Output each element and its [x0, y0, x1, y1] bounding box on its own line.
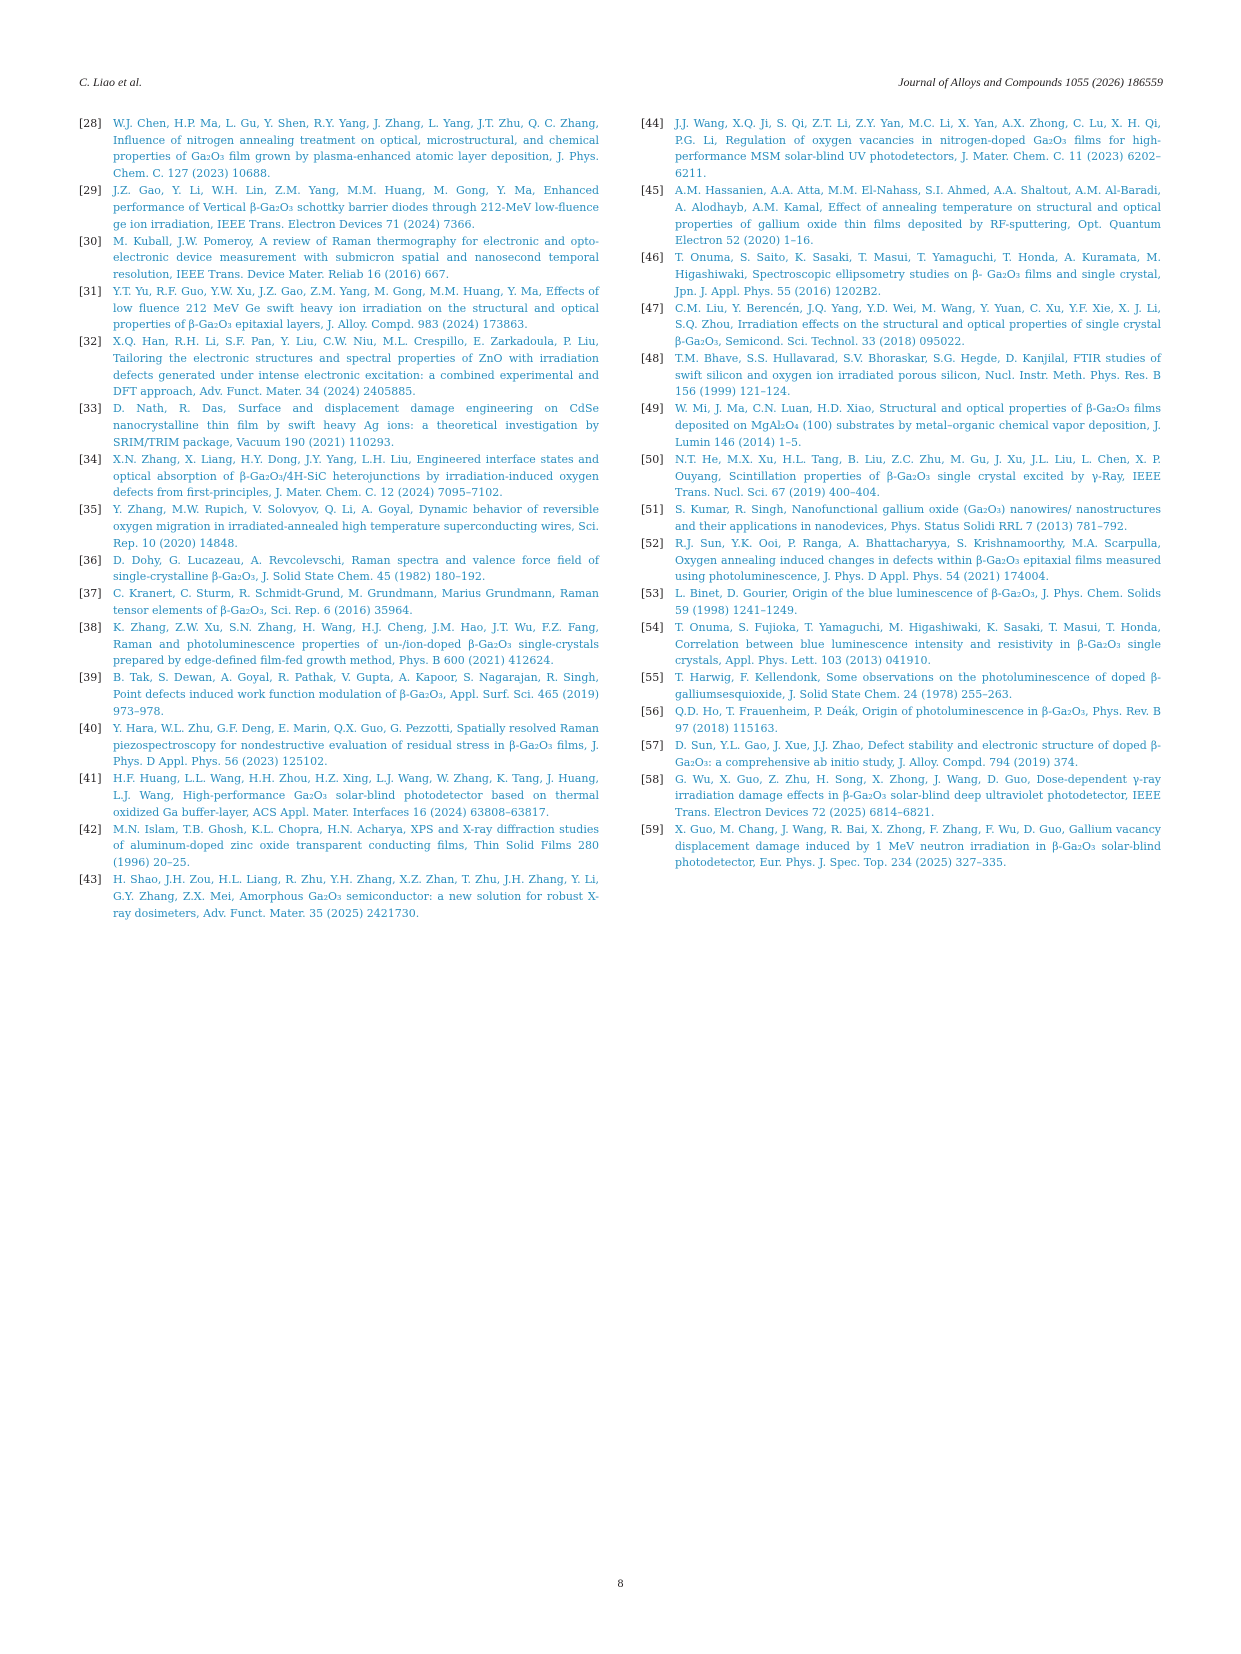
running-header-journal: Journal of Alloys and Compounds 1055 (2026) 186559 [898, 75, 1163, 89]
reference-number: [53] [641, 587, 664, 601]
reference-number: [51] [641, 503, 664, 517]
reference-item [641, 586, 1161, 619]
reference-item [641, 452, 1161, 502]
reference-item [641, 822, 1161, 872]
reference-item [641, 738, 1161, 771]
reference-link[interactable]: X. Guo, M. Chang, J. Wang, R. Bai, X. Zhong, F. Zhang, F. Wu, D. Guo, Gallium vacancy displacement damage induced by 1 MeV neutron irradiation in β-Ga₂O₃ solar-blind photodetector, Eur. Phys. J. Spec. Top. 234 (2025) 327–335. [675, 822, 1161, 870]
reference-link[interactable]: T. Harwig, F. Kellendonk, Some observations on the photoluminescence of doped β-galliumsesquioxide, J. Solid State Chem. 24 (1978) 255–263. [675, 671, 1161, 702]
reference-item [79, 620, 599, 670]
reference-link[interactable]: X.Q. Han, R.H. Li, S.F. Pan, Y. Liu, C.W. Niu, M.L. Crespillo, E. Zarkadoula, P. Liu, Tailoring the electronic structures and spectral properties of ZnO with irradiation defects generated under intense electronic excitation: a combined experimental and DFT approach, Adv. Funct. Mater. 34 (2024) 2405885. [113, 335, 599, 399]
reference-number: [44] [641, 117, 664, 130]
reference-number: [32] [79, 335, 102, 349]
reference-number: [34] [79, 452, 102, 466]
reference-item [79, 586, 599, 619]
reference-link[interactable]: H.F. Huang, L.L. Wang, H.H. Zhou, H.Z. Xing, L.J. Wang, W. Zhang, K. Tang, J. Huang, L.J. Wang, High-performance Ga₂O₃ solar-blind photodetector based on thermal oxidized Ga buffer-layer, ACS Appl. Mater. Interfaces 16 (2024) 63808–63817. [113, 772, 599, 819]
reference-link[interactable]: Y.T. Yu, R.F. Guo, Y.W. Xu, J.Z. Gao, Z.M. Yang, M. Gong, M.M. Huang, Y. Ma, Effects of low fluence 212 MeV Ge swift heavy ion irradiation on the structural and optical properties of β-Ga₂O₃ epitaxial layers, J. Alloy. Compd. 983 (2024) 173863. [113, 284, 599, 332]
reference-link[interactable]: D. Sun, Y.L. Gao, J. Xue, J.J. Zhao, Defect stability and electronic structure of doped β-Ga₂O₃: a comprehensive ab initio study, J. Alloy. Compd. 794 (2019) 374. [675, 738, 1161, 769]
reference-link[interactable]: T. Onuma, S. Fujioka, T. Yamaguchi, M. Higashiwaki, K. Sasaki, T. Masui, T. Honda, Correlation between blue luminescence intensity and resistivity in β-Ga₂O₃ single crystals, Appl. Phys. Lett. 103 (2013) 041910. [675, 621, 1161, 668]
reference-number: [36] [79, 553, 102, 567]
reference-item [79, 284, 599, 334]
reference-number: [48] [641, 352, 664, 366]
reference-number: [38] [79, 621, 102, 635]
reference-number: [50] [641, 452, 664, 466]
reference-item [641, 401, 1161, 451]
reference-number: [52] [641, 536, 664, 550]
reference-number: [47] [641, 301, 664, 315]
running-header-authors: C. Liao et al. [79, 75, 143, 89]
reference-link[interactable]: C.M. Liu, Y. Berencén, J.Q. Yang, Y.D. Wei, M. Wang, Y. Yuan, C. Xu, Y.F. Xie, X. J. Li, S.Q. Zhou, Irradiation effects on the structural and optical properties of single crystal β-Ga₂O₃, Semicond. Sci. Technol. 33 (2018) 095022. [675, 301, 1161, 349]
references-right-column [641, 116, 1161, 872]
reference-item [79, 822, 599, 872]
reference-item [79, 234, 599, 284]
reference-number: [29] [79, 184, 102, 198]
reference-link[interactable]: A.M. Hassanien, A.A. Atta, M.M. El-Nahass, S.I. Ahmed, A.A. Shaltout, A.M. Al-Baradi, A. Alodhayb, A.M. Kamal, Effect of annealing temperature on structural and optical properties of gallium oxide thin films deposited by RF-sputtering, Opt. Quantum Electron 52 (2020) 1–16. [675, 184, 1161, 248]
references-left-column [79, 116, 599, 923]
reference-link[interactable]: J.Z. Gao, Y. Li, W.H. Lin, Z.M. Yang, M.M. Huang, M. Gong, Y. Ma, Enhanced performance of Vertical β-Ga₂O₃ schottky barrier diodes through 212-MeV low-fluence ge ion irradiation, IEEE Trans. Electron Devices 71 (2024) 7366. [113, 184, 599, 231]
reference-number: [41] [79, 772, 102, 786]
reference-link[interactable]: J.J. Wang, X.Q. Ji, S. Qi, Z.T. Li, Z.Y. Yan, M.C. Li, X. Yan, A.X. Zhong, C. Lu, X. H. Qi, P.G. Li, Regulation of oxygen vacancies in nitrogen-doped Ga₂O₃ films for high-performance MSM solar-blind UV photodetectors, J. Mater. Chem. C. 11 (2023) 6202–6211. [675, 117, 1161, 181]
reference-number: [57] [641, 738, 664, 752]
reference-number: [55] [641, 671, 664, 685]
reference-number: [39] [79, 671, 102, 685]
reference-link[interactable]: R.J. Sun, Y.K. Ooi, P. Ranga, A. Bhattacharyya, S. Krishnamoorthy, M.A. Scarpulla, Oxygen annealing induced changes in defects within β-Ga₂O₃ epitaxial films measured using photoluminescence, J. Phys. D Appl. Phys. 54 (2021) 174004. [675, 536, 1161, 584]
reference-number: [45] [641, 184, 664, 198]
reference-number: [49] [641, 402, 664, 416]
reference-link[interactable]: M.N. Islam, T.B. Ghosh, K.L. Chopra, H.N. Acharya, XPS and X-ray diffraction studies of aluminum-doped zinc oxide transparent conducting films, Thin Solid Films 280 (1996) 20–25. [113, 822, 599, 870]
reference-link[interactable]: T.M. Bhave, S.S. Hullavarad, S.V. Bhoraskar, S.G. Hegde, D. Kanjilal, FTIR studies of swift silicon and oxygen ion irradiated porous silicon, Nucl. Instr. Meth. Phys. Res. B 156 (1999) 121–124. [675, 352, 1161, 399]
reference-number: [54] [641, 621, 664, 635]
reference-item [641, 301, 1161, 351]
reference-item [641, 502, 1161, 535]
reference-number: [56] [641, 705, 664, 719]
reference-item [79, 502, 599, 552]
reference-item [641, 704, 1161, 737]
reference-number: [46] [641, 251, 664, 265]
reference-link[interactable]: G. Wu, X. Guo, Z. Zhu, H. Song, X. Zhong, J. Wang, D. Guo, Dose-dependent γ-ray irradiation damage effects in β-Ga₂O₃ solar-blind deep ultraviolet photodetector, IEEE Trans. Electron Devices 72 (2025) 6814–6821. [675, 772, 1161, 819]
reference-link[interactable]: D. Nath, R. Das, Surface and displacement damage engineering on CdSe nanocrystalline thin film by swift heavy Ag ions: a theoretical investigation by SRIM/TRIM package, Vacuum 190 (2021) 110293. [113, 402, 599, 449]
reference-link[interactable]: N.T. He, M.X. Xu, H.L. Tang, B. Liu, Z.C. Zhu, M. Gu, J. Xu, J.L. Liu, L. Chen, X. P. Ouyang, Scintillation properties of β-Ga₂O₃ single crystal excited by γ-Ray, IEEE Trans. Nucl. Sci. 67 (2019) 400–404. [675, 452, 1161, 500]
reference-item [79, 872, 599, 922]
reference-number: [37] [79, 587, 102, 601]
reference-item [79, 771, 599, 821]
reference-item [641, 670, 1161, 703]
reference-item [79, 401, 599, 451]
reference-link[interactable]: X.N. Zhang, X. Liang, H.Y. Dong, J.Y. Yang, L.H. Liu, Engineered interface states and optical absorption of β-Ga₂O₃/4H-SiC heterojunctions by irradiation-induced oxygen defects from first-principles, J. Mater. Chem. C. 12 (2024) 7095–7102. [113, 452, 599, 500]
reference-item [641, 620, 1161, 670]
reference-number: [28] [79, 117, 102, 130]
reference-link[interactable]: S. Kumar, R. Singh, Nanofunctional gallium oxide (Ga₂O₃) nanowires/ nanostructures and their applications in nanodevices, Phys. Status Solidi RRL 7 (2013) 781–792. [675, 503, 1161, 533]
page-number: 8 [617, 1576, 624, 1590]
reference-link[interactable]: Y. Zhang, M.W. Rupich, V. Solovyov, Q. Li, A. Goyal, Dynamic behavior of reversible oxygen migration in irradiated-annealed high temperature superconducting wires, Sci. Rep. 10 (2020) 14848. [113, 503, 600, 550]
reference-number: [35] [79, 503, 102, 517]
reference-item [79, 721, 599, 771]
reference-number: [59] [641, 822, 664, 836]
reference-item [79, 670, 599, 720]
reference-number: [58] [641, 772, 664, 786]
reference-item [79, 183, 599, 233]
reference-item [79, 116, 599, 183]
reference-item [641, 351, 1161, 401]
reference-item [641, 116, 1161, 183]
reference-item [79, 553, 599, 586]
reference-number: [30] [79, 234, 102, 248]
reference-link[interactable]: D. Dohy, G. Lucazeau, A. Revcolevschi, Raman spectra and valence force field of single-crystalline β-Ga₂O₃, J. Solid State Chem. 45 (1982) 180–192. [113, 553, 599, 584]
reference-item [641, 536, 1161, 586]
reference-link[interactable]: W. Mi, J. Ma, C.N. Luan, H.D. Xiao, Structural and optical properties of β-Ga₂O₃ films deposited on MgAl₂O₄ (100) substrates by metal–organic chemical vapor deposition, J. Lumin 146 (2014) 1–5. [675, 402, 1161, 449]
reference-link[interactable]: W.J. Chen, H.P. Ma, L. Gu, Y. Shen, R.Y. Yang, J. Zhang, L. Yang, J.T. Zhu, Q. C. Zhang, Influence of nitrogen annealing treatment on optical, microstructural, and chemical properties of Ga₂O₃ film grown by plasma-enhanced atomic layer deposition, J. Phys. Chem. C. 127 (2023) 10688. [113, 117, 599, 181]
reference-link[interactable]: Y. Hara, W.L. Zhu, G.F. Deng, E. Marin, Q.X. Guo, G. Pezzotti, Spatially resolved Raman piezospectroscopy for nondestructive evaluation of residual stress in β-Ga₂O₃ films, J. Phys. D Appl. Phys. 56 (2023) 125102. [113, 721, 599, 769]
reference-link[interactable]: H. Shao, J.H. Zou, H.L. Liang, R. Zhu, Y.H. Zhang, X.Z. Zhan, T. Zhu, J.H. Zhang, Y. Li, G.Y. Zhang, Z.X. Mei, Amorphous Ga₂O₃ semiconductor: a new solution for robust X-ray dosimeters, Adv. Funct. Mater. 35 (2025) 2421730. [113, 873, 599, 920]
reference-item [79, 452, 599, 502]
reference-link[interactable]: T. Onuma, S. Saito, K. Sasaki, T. Masui, T. Yamaguchi, T. Honda, A. Kuramata, M. Higashiwaki, Spectroscopic ellipsometry studies on β- Ga₂O₃ films and single crystal, Jpn. J. Appl. Phys. 55 (2016) 1202B2. [675, 251, 1161, 298]
reference-link[interactable]: B. Tak, S. Dewan, A. Goyal, R. Pathak, V. Gupta, A. Kapoor, S. Nagarajan, R. Singh, Point defects induced work function modulation of β-Ga₂O₃, Appl. Surf. Sci. 465 (2019) 973–978. [113, 671, 599, 718]
reference-link[interactable]: L. Binet, D. Gourier, Origin of the blue luminescence of β-Ga₂O₃, J. Phys. Chem. Solids 59 (1998) 1241–1249. [675, 587, 1161, 618]
reference-link[interactable]: Q.D. Ho, T. Frauenheim, P. Deák, Origin of photoluminescence in β-Ga₂O₃, Phys. Rev. B 97 (2018) 115163. [675, 705, 1161, 735]
reference-item [641, 772, 1161, 822]
reference-link[interactable]: M. Kuball, J.W. Pomeroy, A review of Raman thermography for electronic and opto-electronic device measurement with submicron spatial and nanosecond temporal resolution, IEEE Trans. Device Mater. Reliab 16 (2016) 667. [113, 234, 599, 281]
reference-item [641, 250, 1161, 300]
reference-number: [31] [79, 284, 102, 298]
reference-number: [43] [79, 873, 102, 887]
reference-number: [42] [79, 822, 102, 836]
reference-item [79, 334, 599, 401]
reference-link[interactable]: K. Zhang, Z.W. Xu, S.N. Zhang, H. Wang, H.J. Cheng, J.M. Hao, J.T. Wu, F.Z. Fang, Raman and photoluminescence properties of un-/ion-doped β-Ga₂O₃ single-crystals prepared by edge-defined film-fed growth method, Phys. B 600 (2021) 412624. [113, 621, 599, 668]
reference-number: [40] [79, 721, 102, 735]
reference-item [641, 183, 1161, 250]
reference-link[interactable]: C. Kranert, C. Sturm, R. Schmidt-Grund, M. Grundmann, Marius Grundmann, Raman tensor elements of β-Ga₂O₃, Sci. Rep. 6 (2016) 35964. [113, 587, 599, 618]
reference-number: [33] [79, 402, 102, 416]
